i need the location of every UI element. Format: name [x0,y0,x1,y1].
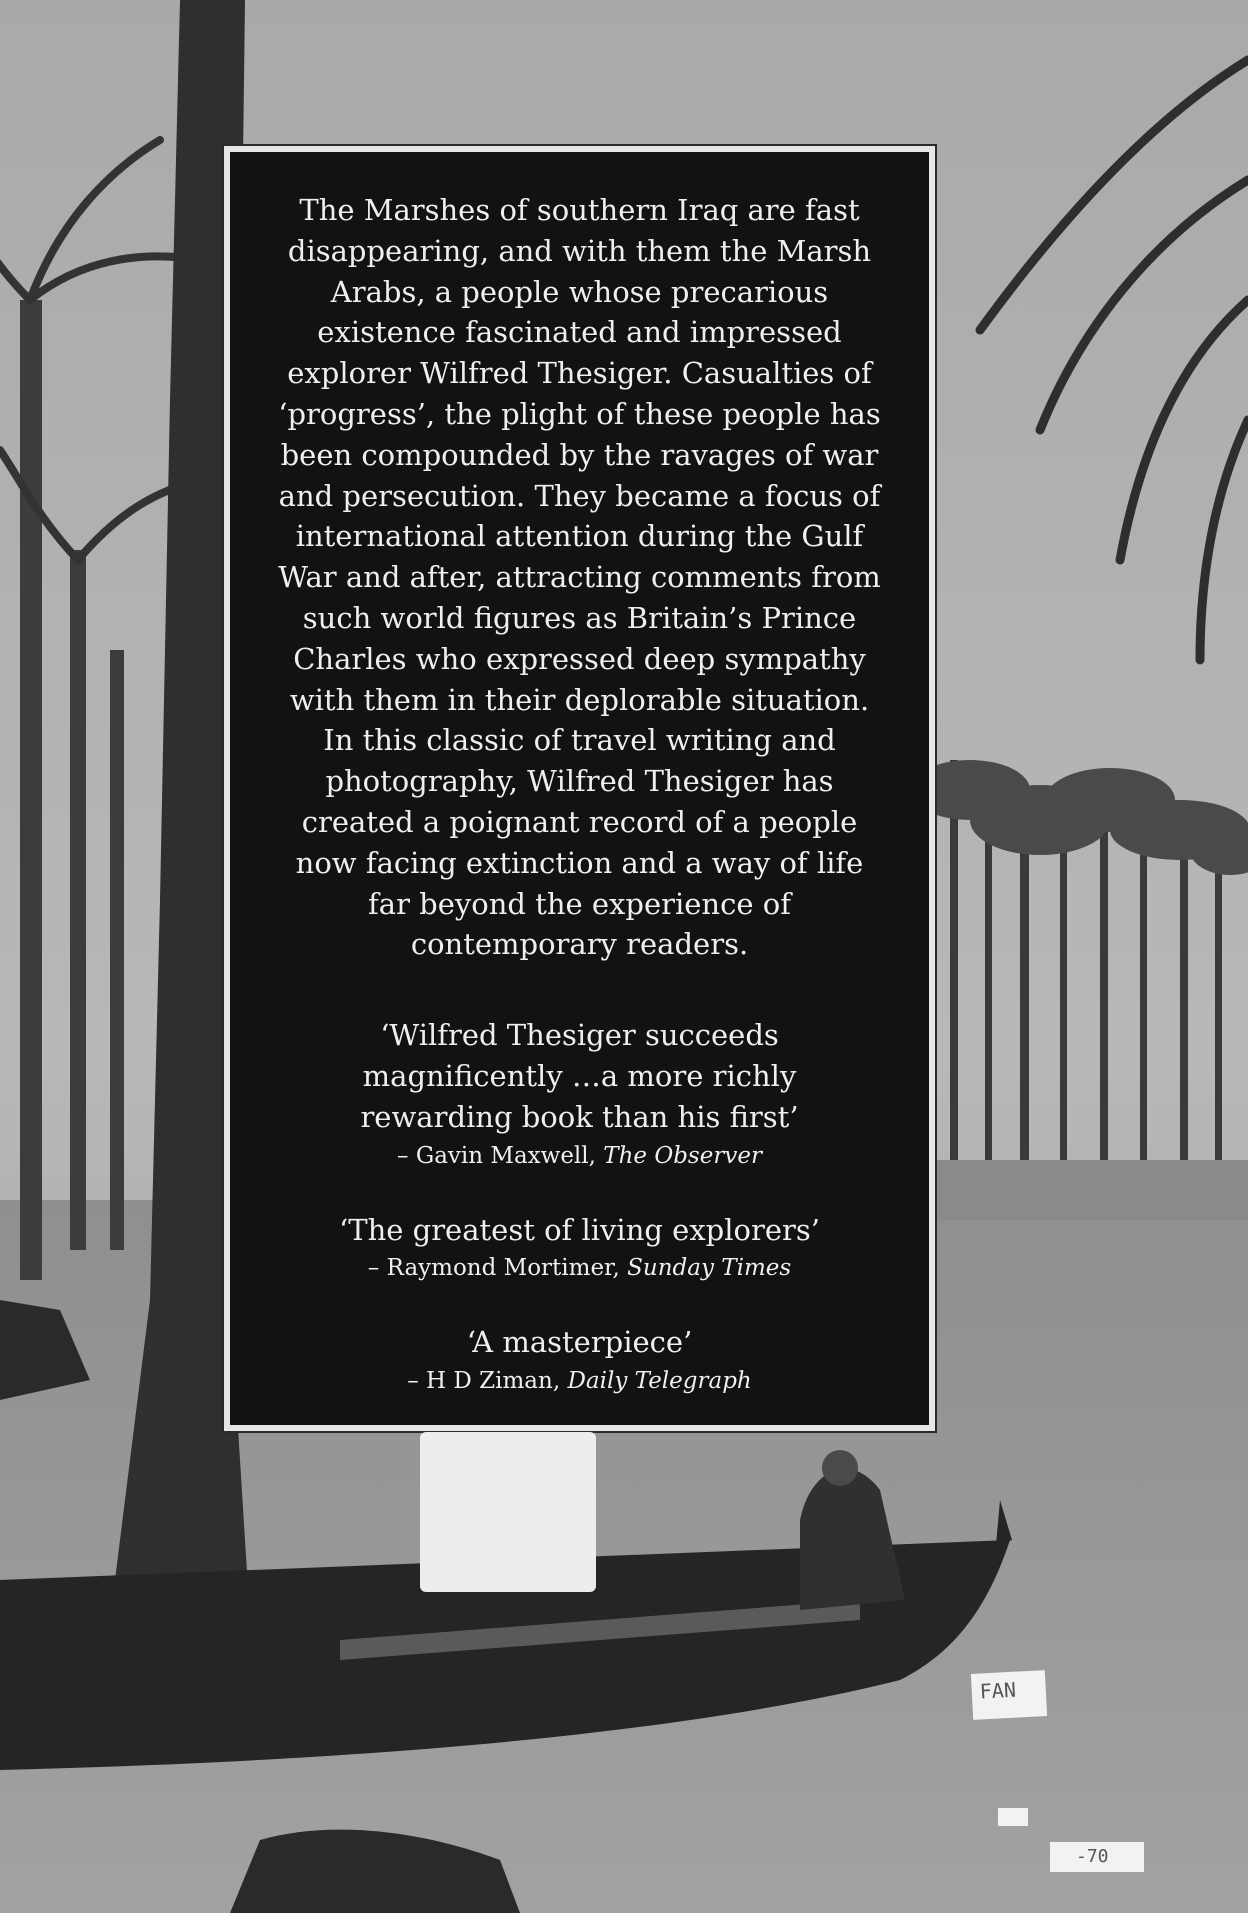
review-quote [230,1015,929,1173]
review-quote-text: ‘A masterpiece’ [466,1325,693,1360]
review-quote [230,1210,929,1287]
review-attribution [230,1138,929,1174]
review-attribution [230,1250,929,1286]
review-quote [230,1322,929,1399]
price-sticker-text: -70 [1076,1846,1109,1867]
review-author: – Gavin Maxwell, [397,1142,604,1169]
review-author: – H D Ziman, [407,1368,568,1395]
paper-scrap [998,1808,1028,1826]
review-author: – Raymond Mortimer, [367,1255,628,1282]
price-sticker-fragment [1050,1842,1144,1872]
label-sticker-text: FAN [979,1677,1017,1704]
review-quote-text: ‘Wilfred Thesiger succeeds magnificently …a more richly rewarding book than his first’ [360,1018,799,1134]
review-source: Daily Telegraph [567,1368,752,1395]
review-source: Sunday Times [627,1255,792,1282]
torn-sticker-residue [420,1432,596,1592]
book-description: The Marshes of southern Iraq are fast disappearing, and with them the Marsh Arabs, a people whose precarious existence fascinated and impressed explorer Wilfred Thesiger. Casualties of ‘progress’, the plight of these people has been compounded by the ravages of war and persecution. They became a focus of international attention during the Gulf War and after, attracting comments from such world figures as Britain’s Prince Charles who expressed deep sympathy with them in their deplorable situation. In this classic of travel writing and photography, Wilfred Thesiger has created a poignant record of a people now facing extinction and a way of life far beyond the experience of contemporary readers. [278,193,881,962]
review-quote-text: ‘The greatest of living explorers’ [339,1212,820,1247]
back-cover-text-panel [224,146,935,1431]
review-source: The Observer [603,1142,762,1169]
review-attribution [230,1363,929,1399]
label-sticker-fragment [971,1670,1047,1720]
